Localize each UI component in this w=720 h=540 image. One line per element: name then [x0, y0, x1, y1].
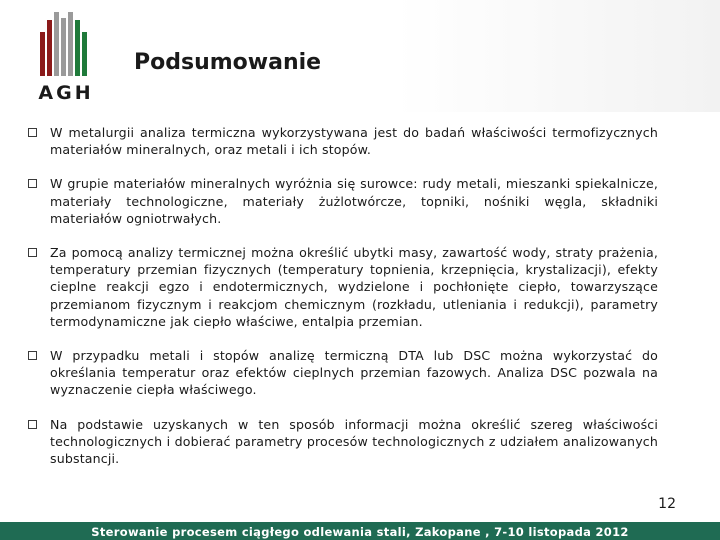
bullet-text: W przypadku metali i stopów analizę termiczną DTA lub DSC można wykorzystać do określania temperatur oraz efektów cieplnych przemian fazowych. Analiza DSC pozwala na wyznaczenie ciepła właściwego.: [50, 348, 658, 398]
square-bullet-icon: [28, 128, 37, 137]
footer-text: Sterowanie procesem ciągłego odlewania stali, Zakopane , 7-10 listopada 2012: [91, 525, 629, 539]
bullet-item: [28, 347, 658, 399]
header-band: [0, 0, 720, 112]
bullet-item: [28, 124, 658, 158]
bullet-item: [28, 175, 658, 227]
bullet-text: W grupie materiałów mineralnych wyróżnia się surowce: rudy metali, mieszanki spiekalnicze, materiały technologiczne, materiały żużlotwórcze, topniki, nośniki węgla, składniki materiałów ogniotrwałych.: [50, 176, 658, 226]
bullet-list: [28, 124, 658, 484]
agh-logo-emblem: [40, 12, 92, 76]
square-bullet-icon: [28, 420, 37, 429]
page-number: 12: [658, 496, 676, 512]
bullet-text: Za pomocą analizy termicznej można określić ubytki masy, zawartość wody, straty prażenia, temperatury przemian fizycznych (temperatury topnienia, krzepnięcia, krystalizacji), efekty cieplne reakcji egzo i endotermicznych, wydzielone i pochłonięte ciepło, towarzyszące przemianom fizycznym i reakcjom chemicznym (rozkładu, utleniania i redukcji), parametry termodynamiczne jak ciepło właściwe, entalpia przemian.: [50, 245, 658, 329]
square-bullet-icon: [28, 179, 37, 188]
page-title: Podsumowanie: [134, 50, 322, 75]
logo-text: AGH: [38, 82, 94, 104]
bullet-item: [28, 416, 658, 468]
bullet-item: [28, 244, 658, 330]
square-bullet-icon: [28, 248, 37, 257]
agh-logo: [38, 12, 94, 104]
square-bullet-icon: [28, 351, 37, 360]
bullet-text: W metalurgii analiza termiczna wykorzystywana jest do badań właściwości termofizycznych materiałów mineralnych, oraz metali i ich stopów.: [50, 125, 658, 158]
bullet-text: Na podstawie uzyskanych w ten sposób informacji można określić szereg właściwości technologicznych i dobierać parametry procesów technologicznych z udziałem analizowanych substancji.: [50, 416, 658, 467]
